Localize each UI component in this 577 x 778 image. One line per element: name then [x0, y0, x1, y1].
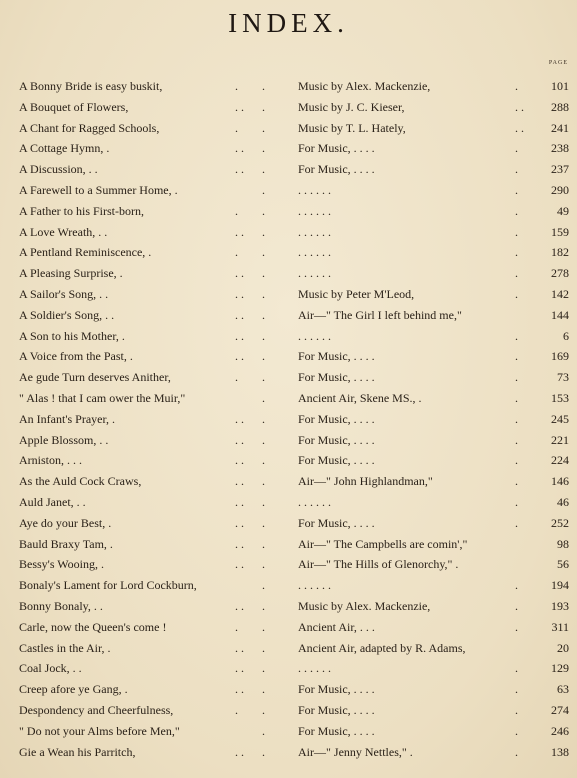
entry-music: Music by Alex. Mackenzie, — [298, 598, 431, 613]
entry-music: Air—" The Hills of Glenorchy," . — [298, 557, 459, 572]
entry-page: 49 — [557, 203, 569, 218]
entry-title-leader: . — [235, 702, 238, 717]
entry-page-leader: . — [515, 390, 518, 405]
entry-page-leader: . — [515, 203, 518, 218]
entry-title-leader: . . — [235, 266, 244, 281]
entry-music: For Music, . . . . — [298, 411, 375, 426]
entry-page-leader: . — [515, 266, 518, 281]
index-entry — [0, 430, 577, 451]
entry-page: 101 — [551, 79, 569, 93]
entry-music-leader: . — [262, 286, 265, 301]
entry-music-leader: . — [262, 99, 265, 114]
entry-title-leader: . — [235, 245, 238, 260]
index-entry — [0, 159, 577, 180]
entry-page: 246 — [551, 723, 569, 738]
entry-music: For Music, . . . . — [298, 682, 375, 697]
index-entry — [0, 471, 577, 492]
entry-music-leader: . — [262, 723, 265, 738]
entry-page: 224 — [551, 453, 569, 468]
entry-title: A Love Wreath, . . — [19, 224, 108, 239]
index-entry — [0, 326, 577, 347]
entry-page: 73 — [557, 370, 569, 385]
entry-page: 46 — [557, 494, 569, 509]
entry-title: A Pentland Reminiscence, . — [19, 245, 152, 260]
entry-music: Air—" John Highlandman," — [298, 474, 433, 489]
entry-page: 142 — [551, 286, 569, 301]
entry-music-leader: . — [262, 120, 265, 135]
entry-title: Coal Jock, . . — [19, 661, 82, 676]
entry-page: 138 — [551, 744, 569, 759]
entry-page-leader: . . — [515, 99, 524, 114]
entry-music-leader: . — [262, 245, 265, 260]
entry-title: Carle, now the Queen's come ! — [19, 619, 167, 634]
entry-title-leader: . . — [235, 453, 244, 468]
entry-title-leader: . . — [235, 557, 244, 572]
index-entry — [0, 201, 577, 222]
index-entry — [0, 388, 577, 409]
entry-music-leader: . — [262, 162, 265, 177]
entry-title: Apple Blossom, . . — [19, 432, 109, 447]
entry-title-leader: . . — [235, 536, 244, 551]
entry-music-leader: . — [262, 453, 265, 468]
entry-title-leader: . . — [235, 141, 244, 156]
index-entry — [0, 617, 577, 638]
entry-title-leader: . . — [235, 515, 244, 530]
entry-title: Auld Janet, . . — [19, 494, 86, 509]
index-entry — [0, 367, 577, 388]
entry-page: 274 — [551, 702, 569, 717]
entry-page-leader: . — [515, 370, 518, 385]
entry-page: 238 — [551, 141, 569, 156]
index-entry — [0, 658, 577, 679]
entry-music: For Music, . . . . — [298, 453, 375, 468]
entry-title: A Bonny Bride is easy buskit, — [19, 79, 163, 93]
entry-page-leader: . — [515, 328, 518, 343]
entry-page-leader: . — [515, 515, 518, 530]
entry-page-leader: . — [515, 79, 518, 93]
entry-music: Music by Peter M'Leod, — [298, 286, 415, 301]
entry-title: Despondency and Cheerfulness, — [19, 702, 174, 717]
index-entry — [0, 450, 577, 471]
index-entry — [0, 97, 577, 118]
entry-page-leader: . — [515, 578, 518, 593]
index-entry — [0, 263, 577, 284]
entry-music-leader: . — [262, 411, 265, 426]
entry-title: " Alas ! that I cam ower the Muir," — [19, 390, 186, 405]
entry-page-leader: . — [515, 432, 518, 447]
entry-page: 56 — [557, 557, 569, 572]
entry-page-leader: . — [515, 245, 518, 260]
entry-music: Ancient Air, . . . — [298, 619, 375, 634]
entry-page: 241 — [551, 120, 569, 135]
entry-title-leader: . . — [235, 598, 244, 613]
index-entry — [0, 575, 577, 596]
entry-music: . . . . . . — [298, 578, 331, 593]
entry-page: 98 — [557, 536, 569, 551]
entry-music: . . . . . . — [298, 203, 331, 218]
entry-music-leader: . — [262, 578, 265, 593]
entry-title: Gie a Wean his Parritch, — [19, 744, 136, 759]
entry-page-leader: . — [515, 744, 518, 759]
entry-title-leader: . . — [235, 744, 244, 759]
entry-title: Arniston, . . . — [19, 453, 82, 468]
entry-page: 290 — [551, 182, 569, 197]
index-entry — [0, 742, 577, 763]
entry-title: Castles in the Air, . — [19, 640, 111, 655]
entry-page-leader: . . — [515, 120, 524, 135]
entry-page-leader: . — [515, 141, 518, 156]
entry-title-leader: . . — [235, 474, 244, 489]
entry-title: Creep afore ye Gang, . — [19, 682, 128, 697]
entry-music: For Music, . . . . — [298, 162, 375, 177]
index-entry — [0, 513, 577, 534]
entry-page-leader: . — [515, 224, 518, 239]
index-entry — [0, 138, 577, 159]
entry-title: Bauld Braxy Tam, . — [19, 536, 113, 551]
entry-title: A Discussion, . . — [19, 162, 98, 177]
entry-page: 20 — [557, 640, 569, 655]
entry-music: Air—" Jenny Nettles," . — [298, 744, 413, 759]
entry-title-leader: . . — [235, 494, 244, 509]
entry-page: 252 — [551, 515, 569, 530]
entry-page: 159 — [551, 224, 569, 239]
entry-music-leader: . — [262, 474, 265, 489]
entry-title-leader: . . — [235, 411, 244, 426]
entry-music: Air—" The Girl I left behind me," — [298, 307, 462, 322]
entry-title: An Infant's Prayer, . — [19, 411, 115, 426]
entry-title-leader: . . — [235, 640, 244, 655]
entry-music: Air—" The Campbells are comin'," — [298, 536, 468, 551]
entry-music-leader: . — [262, 661, 265, 676]
entry-title: A Son to his Mother, . — [19, 328, 125, 343]
index-entry — [0, 76, 577, 97]
entry-music-leader: . — [262, 536, 265, 551]
index-entry — [0, 180, 577, 201]
entry-music-leader: . — [262, 619, 265, 634]
entry-page-leader: . — [515, 453, 518, 468]
index-entry — [0, 596, 577, 617]
index-entry — [0, 554, 577, 575]
entry-title: A Chant for Ragged Schools, — [19, 120, 160, 135]
entry-page-leader: . — [515, 286, 518, 301]
index-entry — [0, 305, 577, 326]
entry-music-leader: . — [262, 494, 265, 509]
entry-page: 153 — [551, 390, 569, 405]
index-entry — [0, 118, 577, 139]
entry-music-leader: . — [262, 203, 265, 218]
entry-page: 146 — [551, 474, 569, 489]
entry-page: 169 — [551, 349, 569, 364]
entry-title-leader: . . — [235, 307, 244, 322]
entry-title-leader: . . — [235, 99, 244, 114]
entry-title-leader: . . — [235, 682, 244, 697]
entry-page: 311 — [551, 619, 569, 634]
entry-page: 6 — [563, 328, 569, 343]
entry-music: Music by Alex. Mackenzie, — [298, 79, 431, 93]
entry-page-leader: . — [515, 661, 518, 676]
entry-music-leader: . — [262, 598, 265, 613]
entry-music-leader: . — [262, 515, 265, 530]
entry-page-leader: . — [515, 494, 518, 509]
index-entry — [0, 242, 577, 263]
entry-page-leader: . — [515, 411, 518, 426]
entry-music: . . . . . . — [298, 245, 331, 260]
entry-title-leader: . . — [235, 661, 244, 676]
entry-title-leader: . — [235, 79, 238, 93]
entry-music-leader: . — [262, 328, 265, 343]
entry-page-leader: . — [515, 619, 518, 634]
index-entry — [0, 721, 577, 742]
entry-music: For Music, . . . . — [298, 141, 375, 156]
entry-title-leader: . — [235, 370, 238, 385]
entry-music-leader: . — [262, 182, 265, 197]
entry-title: A Farewell to a Summer Home, . — [19, 182, 178, 197]
index-entry — [0, 222, 577, 243]
entry-music: For Music, . . . . — [298, 515, 375, 530]
entry-title: Aye do your Best, . — [19, 515, 112, 530]
entry-page-leader: . — [515, 182, 518, 197]
entry-page: 245 — [551, 411, 569, 426]
index-entry — [0, 638, 577, 659]
entry-music-leader: . — [262, 682, 265, 697]
index-entry — [0, 700, 577, 721]
entry-title-leader: . — [235, 120, 238, 135]
entry-title-leader: . . — [235, 349, 244, 364]
entry-title: Bessy's Wooing, . — [19, 557, 104, 572]
index-entry — [0, 679, 577, 700]
entry-music: For Music, . . . . — [298, 432, 375, 447]
entry-music-leader: . — [262, 266, 265, 281]
page-column-header: PAGE — [548, 60, 568, 66]
entry-page: 237 — [551, 162, 569, 177]
entry-page-leader: . — [515, 682, 518, 697]
entry-title: A Voice from the Past, . — [19, 349, 133, 364]
entry-title: Bonny Bonaly, . . — [19, 598, 103, 613]
entry-title: A Father to his First-born, — [19, 203, 144, 218]
entry-title-leader: . . — [235, 162, 244, 177]
entry-page: 193 — [551, 598, 569, 613]
index-entry — [0, 346, 577, 367]
entry-music: . . . . . . — [298, 266, 331, 281]
entry-music-leader: . — [262, 224, 265, 239]
entry-page: 194 — [551, 578, 569, 593]
entry-music: For Music, . . . . — [298, 349, 375, 364]
entry-music: Music by T. L. Hately, — [298, 120, 406, 135]
entry-page: 278 — [551, 266, 569, 281]
index-entry — [0, 534, 577, 555]
entry-music-leader: . — [262, 432, 265, 447]
entry-page: 288 — [551, 99, 569, 114]
entry-music-leader: . — [262, 370, 265, 385]
entry-music: For Music, . . . . — [298, 702, 375, 717]
entry-page-leader: . — [515, 162, 518, 177]
entry-music-leader: . — [262, 307, 265, 322]
index-entry — [0, 409, 577, 430]
entry-title-leader: . . — [235, 286, 244, 301]
entry-music-leader: . — [262, 390, 265, 405]
entry-title-leader: . — [235, 203, 238, 218]
entry-music-leader: . — [262, 744, 265, 759]
index-entries — [0, 76, 577, 762]
entry-page: 63 — [557, 682, 569, 697]
entry-music: . . . . . . — [298, 224, 331, 239]
entry-title: A Pleasing Surprise, . — [19, 266, 123, 281]
entry-page-leader: . — [515, 598, 518, 613]
entry-page-leader: . — [515, 474, 518, 489]
entry-music-leader: . — [262, 702, 265, 717]
entry-title-leader: . — [235, 619, 238, 634]
entry-music-leader: . — [262, 640, 265, 655]
entry-page-leader: . — [515, 702, 518, 717]
entry-music-leader: . — [262, 349, 265, 364]
entry-title-leader: . . — [235, 328, 244, 343]
entry-title: Ae gude Turn deserves Anither, — [19, 370, 171, 385]
entry-music: . . . . . . — [298, 494, 331, 509]
entry-page: 182 — [551, 245, 569, 260]
entry-music: . . . . . . — [298, 661, 331, 676]
entry-page-leader: . — [515, 349, 518, 364]
entry-music: For Music, . . . . — [298, 370, 375, 385]
index-entry — [0, 284, 577, 305]
page-title: INDEX. — [228, 8, 349, 38]
entry-music: . . . . . . — [298, 328, 331, 343]
entry-music-leader: . — [262, 141, 265, 156]
entry-page: 129 — [551, 661, 569, 676]
entry-title: A Sailor's Song, . . — [19, 286, 109, 301]
entry-title: A Soldier's Song, . . — [19, 307, 115, 322]
entry-music: Music by J. C. Kieser, — [298, 99, 405, 114]
index-entry — [0, 492, 577, 513]
entry-title: A Cottage Hymn, . — [19, 141, 110, 156]
entry-title-leader: . . — [235, 224, 244, 239]
entry-page: 144 — [551, 307, 569, 322]
entry-page: 221 — [551, 432, 569, 447]
entry-music-leader: . — [262, 557, 265, 572]
entry-music: For Music, . . . . — [298, 723, 375, 738]
entry-music: . . . . . . — [298, 182, 331, 197]
entry-title: Bonaly's Lament for Lord Cockburn, — [19, 578, 197, 593]
entry-title: A Bouquet of Flowers, — [19, 99, 129, 114]
entry-title: " Do not your Alms before Men," — [19, 723, 180, 738]
entry-title: As the Auld Cock Craws, — [19, 474, 142, 489]
entry-page-leader: . — [515, 723, 518, 738]
entry-music: Ancient Air, adapted by R. Adams, — [298, 640, 466, 655]
entry-music-leader: . — [262, 79, 265, 93]
entry-title-leader: . . — [235, 432, 244, 447]
entry-music: Ancient Air, Skene MS., . — [298, 390, 422, 405]
